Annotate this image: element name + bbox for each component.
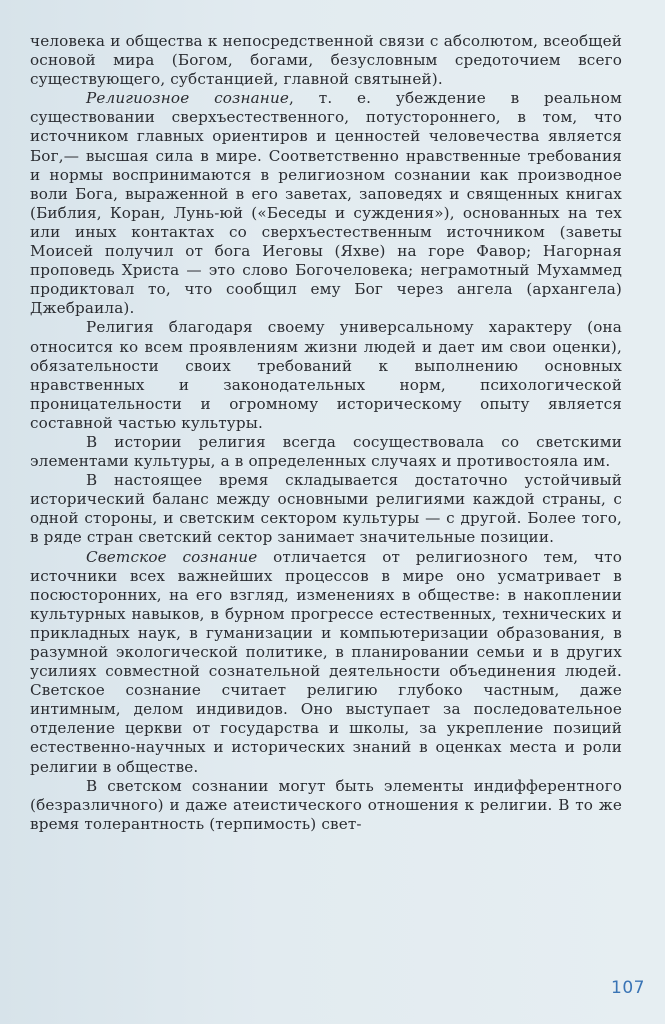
paragraph-5-text: В настоящее время складывается достаточно устойчивый исторический баланс между основными религиями каждой страны, с одной стороны, и светским сектором культуры — с другой. Более того, в ряде стран светский сектор занимает значительные позиции. xyxy=(30,471,622,547)
term-secular-consciousness: Светское сознание xyxy=(86,547,258,566)
paragraph-6-text: отличается от религиозного тем, что источники всех важнейших процессов в мире оно усматривает в посюсторонних, на его взгляд, изменениях в обществе: в накоплении культурных навыков, в бурном прогрессе естественных, технических и прикладных наук, в гуманизации и компьютеризации образования, в разумной экологической политике, в планировании семьи и в других усилиях совместной сознательной деятельности объединения людей. Светское сознание считает религию глубоко частным, даже интимным, делом индивидов. Оно выступает за последовательное отделение церкви от государства и школы, за укрепление позиций естественно-научных и исторических знаний в оценках места и роли религии в обществе. xyxy=(30,547,623,776)
term-religious-consciousness: Религиозное сознание xyxy=(86,89,290,108)
paragraph-7 xyxy=(30,777,622,834)
paragraph-3-text: Религия благодаря своему универсальному характеру (она относится ко всем проявлениям жизни людей и дает им свои оценки), обязательности своих требований к выполнению основных нравственных и законодательных норм, психологической проницательности и огромному историческому опыту является составной частью культуры. xyxy=(30,318,622,432)
page-number: 107 xyxy=(611,978,645,998)
paragraph-3 xyxy=(30,318,622,433)
paragraph-7-text: В светском сознании могут быть элементы индифферентного (безразличного) и даже атеистического отношения к религии. В то же время толерантность (терпимость) свет- xyxy=(30,776,622,833)
paragraph-4-text: В истории религия всегда сосуществовала со светскими элементами культуры, а в определенных случаях и противостояла им. xyxy=(30,432,622,471)
paragraph-1 xyxy=(30,32,622,89)
paragraph-6 xyxy=(30,548,622,777)
paragraph-5 xyxy=(30,471,622,547)
paragraph-2 xyxy=(30,89,622,318)
paragraph-4 xyxy=(30,433,622,471)
paragraph-2-text: , т. е. убеждение в реальном существовании сверхъестественного, потустороннего, в том, что источником главных ориентиров и ценностей человечества является Бог,— высшая сила в мире. Соответственно нравственные требования и нормы воспринимаются в религиозном сознании как производное воли Бога, выраженной в его заветах, заповедях и священных книгах (Библия, Коран, Лунь-юй («Беседы и суждения»), основанных на тех или иных контактах со сверхъестественным источником (заветы Моисей получил от бога Иеговы (Яхве) на горе Фавор; Нагорная проповедь Христа — это слово Богочеловека; неграмотный Мухаммед продиктовал то, что сообщил ему Бог через ангела (архангела) Джебраила). xyxy=(30,89,622,318)
paragraph-1-text: человека и общества к непосредственной связи с абсолютом, всеобщей основой мира (Богом, богами, безусловным средоточием всего существующего, субстанцией, главной святыней). xyxy=(30,32,622,89)
body-text xyxy=(30,32,622,834)
